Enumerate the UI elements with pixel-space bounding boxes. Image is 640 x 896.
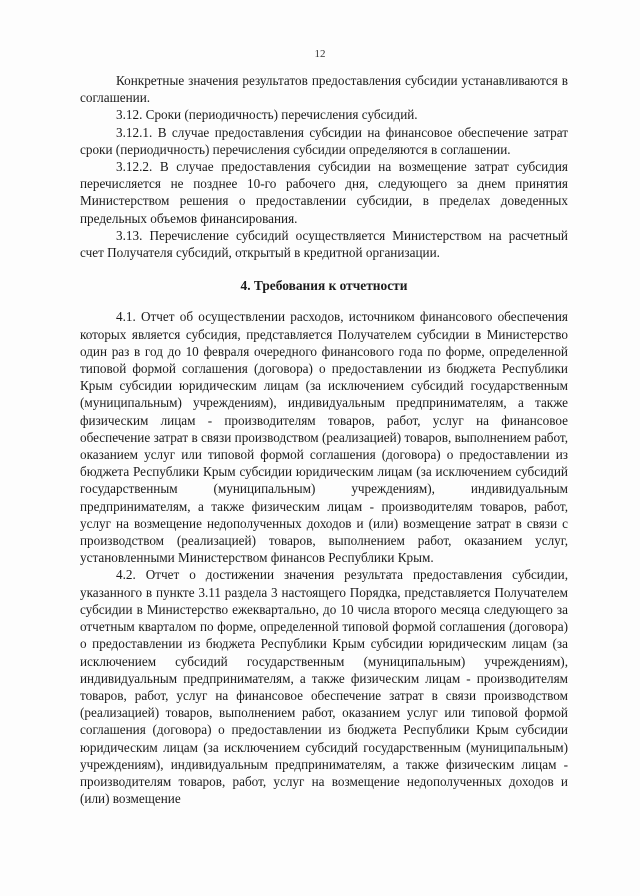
paragraph-4-1: 4.1. Отчет об осуществлении расходов, источником финансового обеспечения которых является субсидия, представляется Получателем субсидии в Министерство один раз в год до 10 февраля очередного финансового года по форме, определенной типовой формой соглашения (договора) о предоставлении из бюджета Республики Крым субсидии юридическим лицам (за исключением субсидий государственным (муниципальным) учреждениям), индивидуальным предпринимателям, а также физическим лицам - производителям товаров, работ, услуг на финансовое обеспечение затрат в связи производством (реализацией) товаров, выполнением работ, оказанием услуг или типовой формой соглашения (договора) о предоставлении из бюджета Республики Крым субсидии юридическим лицам (за исключением субсидий государственным (муниципальным) учреждениям), индивидуальным предпринимателям, а также физическим лицам - производителям товаров, работ, услуг на возмещение недополученных доходов и (или) возмещение затрат в связи с производством (реализацией) товаров, выполнением работ, оказанием услуг, установленными Министерством финансов Республики Крым. <box>80 309 568 566</box>
paragraph-3-12-2: 3.12.2. В случае предоставления субсидии на возмещение затрат субсидия перечисляется не позднее 10-го рабочего дня, следующего за днем принятия Министерством решения о предоставлении субсидии, в пределах доведенных предельных объемов финансирования. <box>80 159 568 226</box>
document-body <box>80 72 568 807</box>
paragraph-4-2: 4.2. Отчет о достижении значения результата предоставления субсидии, указанного в пункте 3.11 раздела 3 настоящего Порядка, представляется Получателем субсидии в Министерство ежеквартально, до 10 числа второго месяца следующего за отчетным кварталом по форме, определенной типовой формой соглашения (договора) о предоставлении из бюджета Республики Крым субсидии юридическим лицам (за исключением субсидий государственным (муниципальным) учреждениям), индивидуальным предпринимателям, а также физическим лицам - производителям товаров, работ, услуг на финансовое обеспечение затрат в связи производством (реализацией) товаров, выполнением работ, оказанием услуг или типовой формой соглашения (договора) о предоставлении из бюджета Республики Крым субсидии юридическим лицам (за исключением субсидий государственным (муниципальным) учреждениям), индивидуальным предпринимателям, а также физическим лицам - производителям товаров, работ, услуг на возмещение недополученных доходов и (или) возмещение <box>80 567 568 807</box>
page-number: 12 <box>314 48 326 60</box>
paragraph-3-13: 3.13. Перечисление субсидий осуществляется Министерством на расчетный счет Получателя субсидий, открытый в кредитной организации. <box>80 227 568 261</box>
paragraph-3-12-1: 3.12.1. В случае предоставления субсидии на финансовое обеспечение затрат сроки (периодичность) перечисления субсидии определяются в соглашении. <box>80 124 568 157</box>
paragraph-3-12: 3.12. Сроки (периодичность) перечисления субсидий. <box>116 107 418 123</box>
paragraph-subsidy-results: Конкретные значения результатов предоставления субсидии устанавливаются в соглашении. <box>80 73 568 106</box>
section-heading: 4. Требования к отчетности <box>240 278 408 294</box>
